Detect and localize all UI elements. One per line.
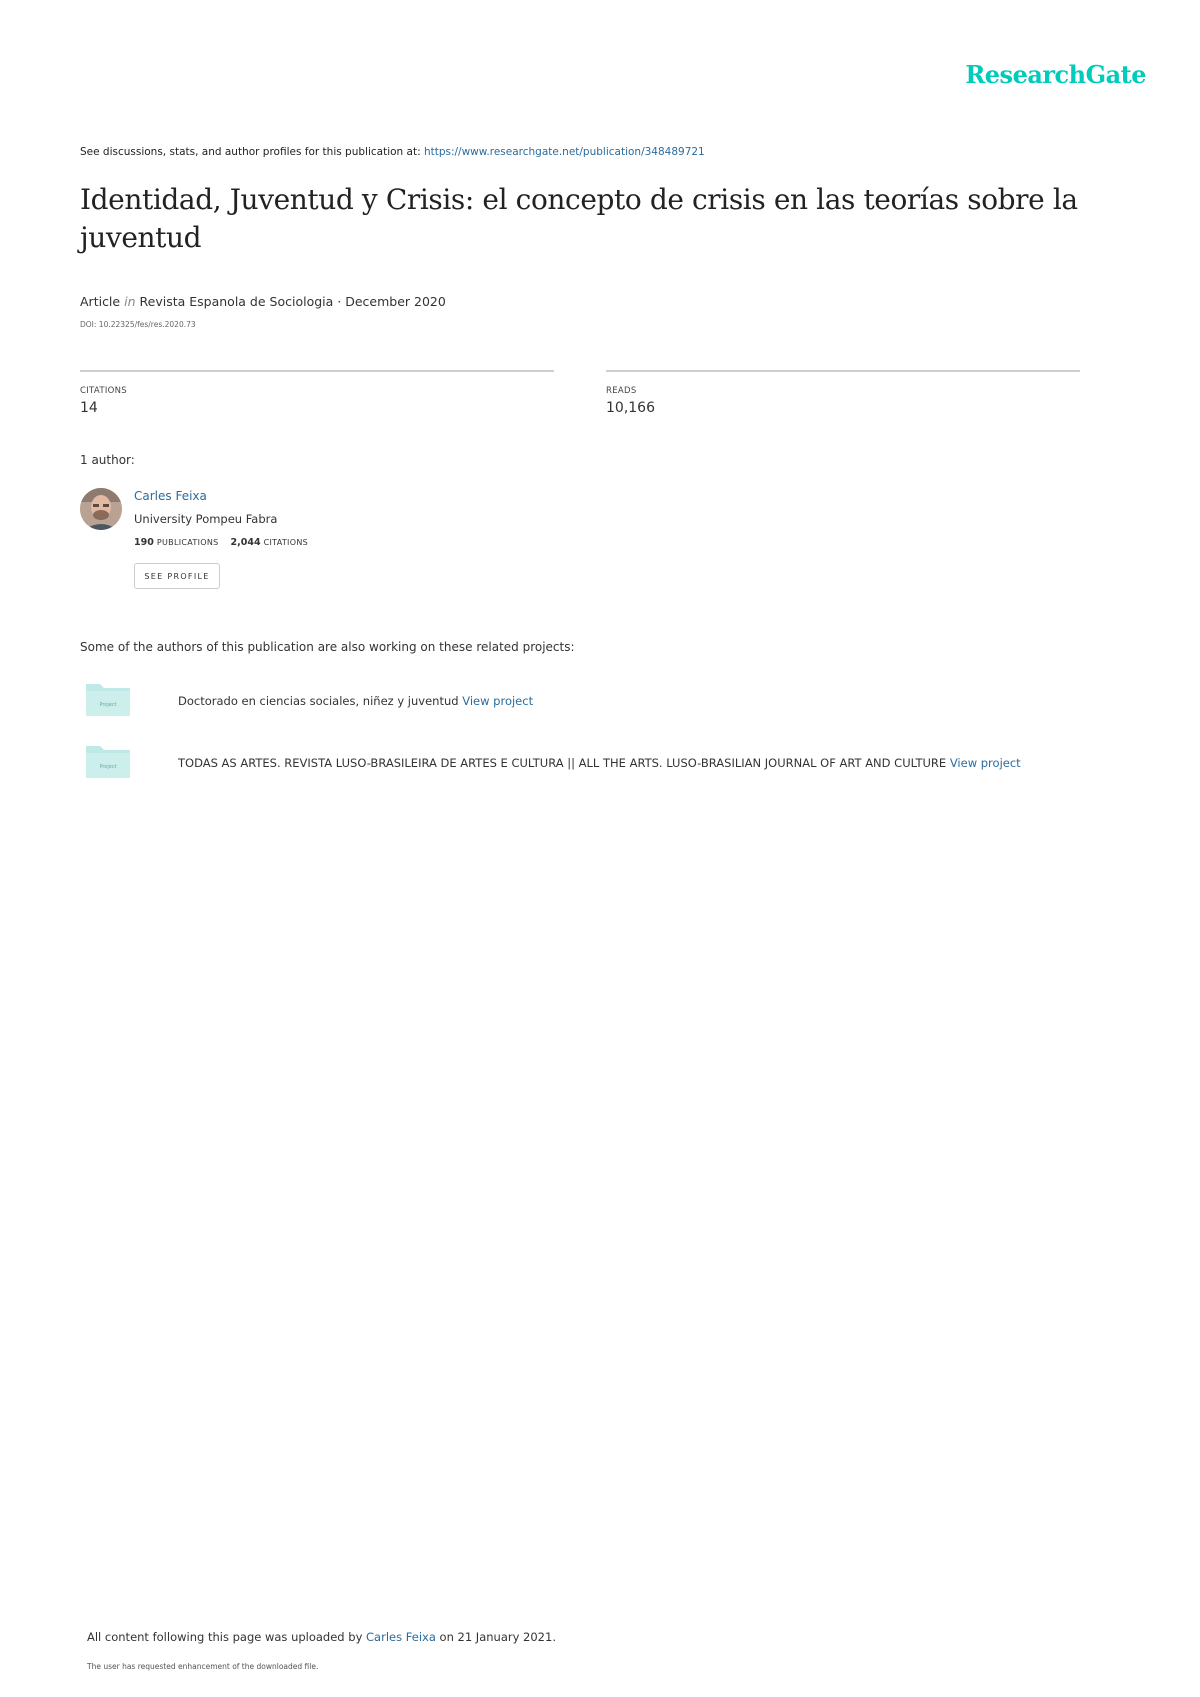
- view-project-link[interactable]: View project: [462, 694, 534, 708]
- author-avatar[interactable]: [80, 488, 122, 530]
- publication-meta: [80, 294, 446, 309]
- project-title: TODAS AS ARTES. REVISTA LUSO-BRASILEIRA DE ARTES E CULTURA || ALL THE ARTS. LUSO-BRASILIAN JOURNAL OF ART AND CULTURE: [178, 756, 950, 770]
- reads-value: 10,166: [606, 400, 655, 416]
- author-name-link[interactable]: Carles Feixa: [134, 489, 207, 503]
- project-icon-label: Project: [99, 702, 117, 708]
- citations-value: 14: [80, 400, 98, 416]
- view-project-link[interactable]: View project: [949, 756, 1021, 770]
- project-folder-icon: [86, 680, 130, 716]
- author-publications-count: 190: [134, 537, 154, 548]
- journal-date: Revista Espanola de Sociologia · December 2020: [139, 294, 446, 309]
- in-text: in: [124, 294, 136, 309]
- uploaded-suffix: on 21 January 2021.: [435, 1630, 556, 1644]
- project-title: Doctorado en ciencias sociales, niñez y juventud: [178, 694, 463, 708]
- enhancement-note: The user has requested enhancement of the downloaded file.: [87, 1662, 319, 1671]
- citations-label: CITATIONS: [80, 386, 127, 396]
- project-folder-icon: [86, 742, 130, 778]
- project-icon-label: Project: [99, 764, 117, 770]
- publication-url-link[interactable]: https://www.researchgate.net/publication/348489721: [423, 146, 705, 158]
- project-item: [178, 694, 533, 708]
- author-stats: [134, 537, 308, 548]
- uploaded-by-line: [87, 1630, 556, 1644]
- publication-title: Identidad, Juventud y Crisis: el concepto de crisis en las teorías sobre la juventud: [80, 183, 1078, 254]
- author-institution: University Pompeu Fabra: [134, 512, 278, 526]
- see-discussions-line: [80, 146, 705, 158]
- author-citations-count: 2,044: [230, 537, 261, 548]
- project-item: [178, 756, 1021, 770]
- authors-label: 1 author:: [80, 453, 135, 467]
- see-prefix-text: See discussions, stats, and author profiles for this publication at:: [80, 146, 424, 158]
- uploaded-prefix: All content following this page was uploaded by: [87, 1630, 367, 1644]
- author-citations-label: CITATIONS: [263, 538, 308, 547]
- doi-text: DOI: 10.22325/fes/res.2020.73: [80, 320, 196, 329]
- author-photo-icon: [80, 488, 122, 530]
- see-profile-button[interactable]: SEE PROFILE: [134, 563, 220, 589]
- reads-label: READS: [606, 386, 637, 396]
- related-projects-intro: Some of the authors of this publication are also working on these related projects:: [80, 640, 575, 654]
- citations-divider: [80, 370, 554, 372]
- reads-divider: [606, 370, 1080, 372]
- publication-type: Article: [80, 294, 121, 309]
- uploader-name-link[interactable]: Carles Feixa: [366, 1630, 436, 1644]
- author-publications-label: PUBLICATIONS: [156, 538, 219, 547]
- researchgate-logo[interactable]: ResearchGate: [965, 60, 1146, 89]
